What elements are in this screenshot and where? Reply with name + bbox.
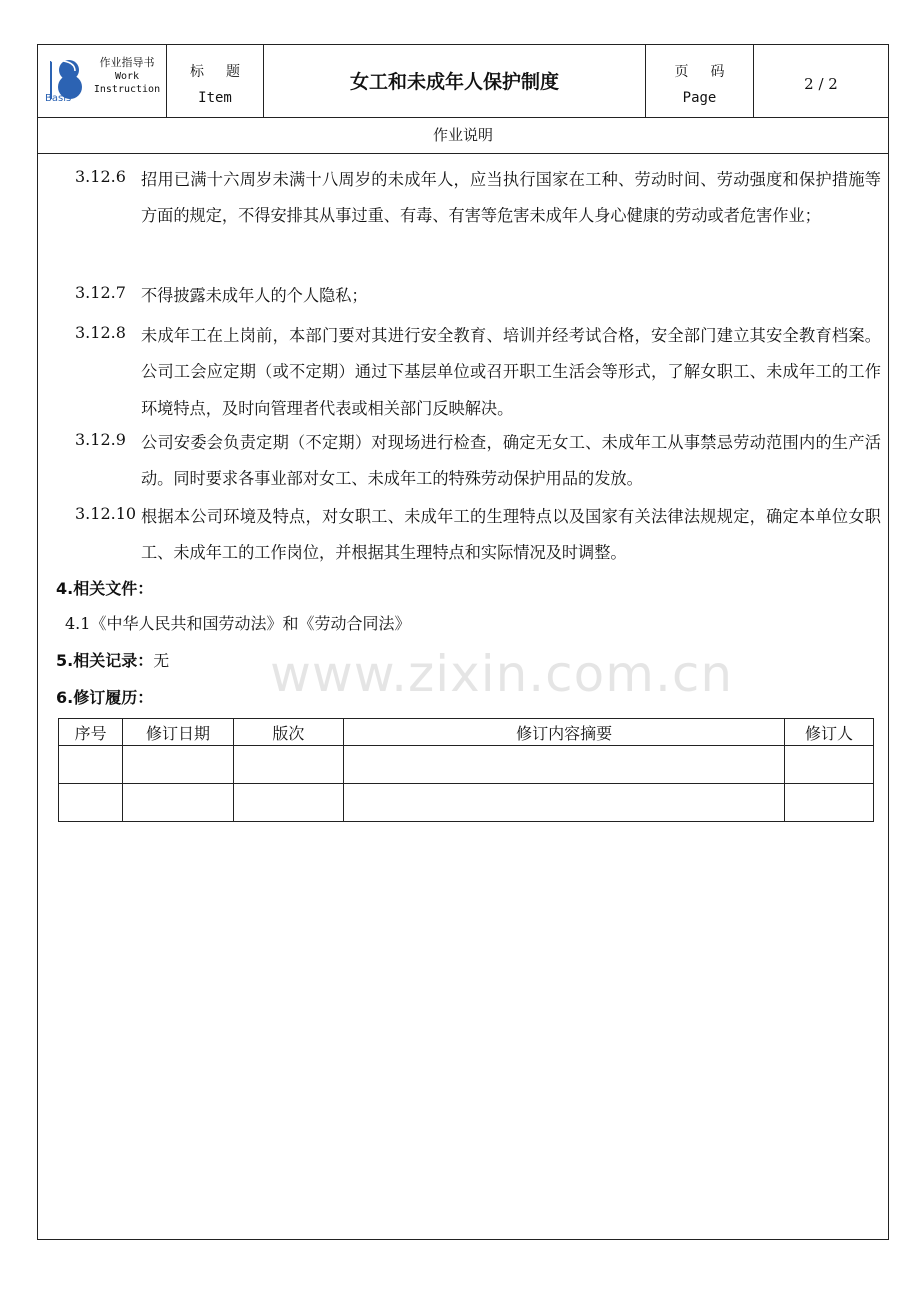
section-5-heading-text: 5.相关记录： [56,651,154,670]
page-label-cell [646,45,754,117]
page-number-cell [754,45,888,117]
logo-wordmark: Basis [45,93,72,104]
item-label-zh: 标题 [190,64,262,80]
clause-number: 3.12.6 [75,167,126,186]
section-6-heading [56,685,153,708]
page-label-zh: 页码 [674,64,747,80]
col-header-reviser: 修订人 [785,719,874,746]
clause-number: 3.12.8 [75,323,126,342]
page-number: 2 / 2 [804,75,838,93]
related-document-item: 4.1《中华人民共和国劳动法》和《劳动合同法》 [65,614,411,633]
table-cell [59,784,123,822]
clause-text: 未成年工在上岗前，本部门要对其进行安全教育、培训并经考试合格，安全部门建立其安全教育档案。公司工会应定期（或不定期）通过下基层单位或召开职工生活会等形式，了解女职工、未成年工的工作环境特点，及时向管理者代表或相关部门反映解决。 [141,326,881,418]
table-header-row [59,719,874,746]
table-row [59,784,874,822]
col-header-date: 修订日期 [123,719,233,746]
page-label-en: Page [682,90,717,106]
clause-number: 3.12.7 [75,283,126,302]
clause-text: 根据本公司环境及特点，对女职工、未成年工的生理特点以及国家有关法律法规规定，确定本单位女职工、未成年工的工作岗位，并根据其生理特点和实际情况及时调整。 [141,507,881,563]
doc-type-zh: 作业指导书 [99,56,155,69]
clause-text: 不得披露未成年人的个人隐私； [141,286,368,305]
clause-number: 3.12.9 [75,430,126,449]
document-title: 女工和未成年人保护制度 [349,71,559,93]
col-header-summary: 修订内容摘要 [344,719,785,746]
doc-type-en-1: Work [114,71,140,82]
clause-number: 3.12.10 [75,504,137,523]
table-cell [785,746,874,784]
document-page [37,44,889,1240]
logo-cell [38,45,167,117]
section-4-heading [56,576,153,599]
section-title: 作业说明 [38,117,888,154]
item-label-cell [167,45,264,117]
clause-text: 公司安委会负责定期（不定期）对现场进行检查，确定无女工、未成年工从事禁忌劳动范围内的生产活动。同时要求各事业部对女工、未成年工的特殊劳动保护用品的发放。 [141,433,881,489]
table-cell [123,784,233,822]
table-cell [233,784,343,822]
item-label-en: Item [198,90,232,106]
table-cell [344,784,785,822]
table-row [59,746,874,784]
doc-type-en-2: Instruction [93,84,161,95]
table-cell [785,784,874,822]
table-cell [344,746,785,784]
col-header-version: 版次 [233,719,343,746]
related-records-value: 无 [153,651,170,670]
clause-text: 招用已满十六周岁未满十八周岁的未成年人，应当执行国家在工种、劳动时间、劳动强度和保护措施等方面的规定，不得安排其从事过重、有毒、有害等危害未成年人身心健康的劳动或者危害作业； [141,170,881,226]
table-cell [123,746,233,784]
table-cell [233,746,343,784]
section-4-heading-text: 4.相关文件： [56,579,154,598]
col-header-seq: 序号 [59,719,123,746]
table-cell [59,746,123,784]
revision-history-table [58,718,874,822]
section-6-heading-text: 6.修订履历： [56,688,154,707]
section-5-heading [56,648,169,671]
doc-type-label [92,56,162,96]
watermark: www.zixin.com.cn [270,645,734,703]
title-cell [264,45,646,117]
document-header [38,45,888,118]
